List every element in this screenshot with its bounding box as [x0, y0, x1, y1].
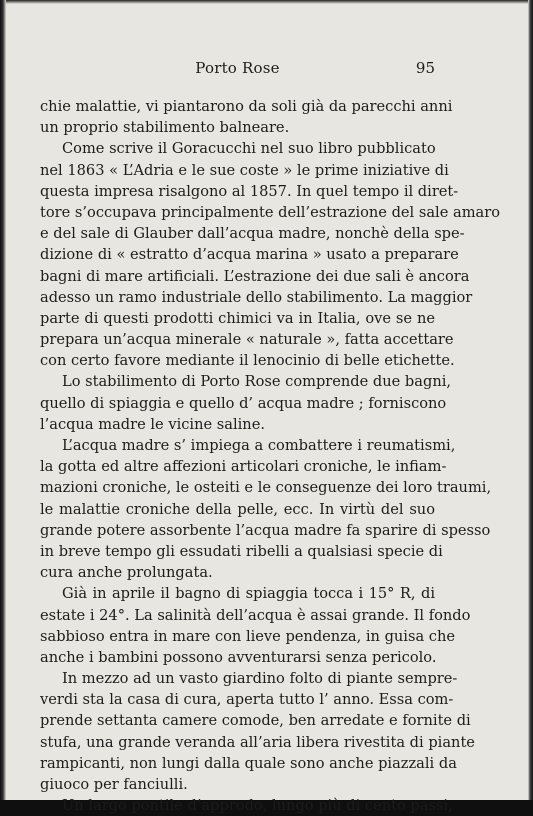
text-line: anche i bambini possono avventurarsi senza pericolo. — [40, 648, 437, 666]
body-text — [40, 96, 500, 816]
text-line: tore s’occupava principalmente dell’estrazione del sale amaro — [40, 203, 500, 221]
text-line: dizione di « estratto d’acqua marina » usato a preparare — [40, 246, 459, 264]
text-line: in breve tempo gli essudati ribelli a qualsiasi specie di — [40, 542, 443, 560]
text-line: prepara un’acqua minerale « naturale », fatta accettare — [40, 331, 454, 349]
text-line: le malattie croniche della pelle, ecc. In virtù del suo — [40, 500, 435, 518]
scan-edge-right — [528, 0, 533, 800]
text-line: adesso un ramo industriale dello stabilimento. La maggior — [40, 288, 473, 306]
text-line: estate i 24°. La salinità dell’acqua è assai grande. Il fondo — [40, 606, 471, 624]
text-line: sabbioso entra in mare con lieve pendenza, in guisa che — [40, 627, 456, 645]
text-line: In mezzo ad un vasto giardino folto di piante sempre- — [62, 670, 458, 688]
text-line: bagni di mare artificiali. L’estrazione dei due sali è ancora — [40, 267, 470, 285]
text-line: giuoco per fanciulli. — [40, 776, 188, 793]
text-line: stufa, una grande veranda all’aria libera rivestita di piante — [40, 733, 475, 751]
text-line: quello di spiaggia e quello d’ acqua madre ; forniscono — [40, 394, 447, 412]
text-line: verdi sta la casa di cura, aperta tutto l’ anno. Essa com- — [40, 691, 454, 709]
text-line: grande potere assorbente l’acqua madre fa sparire di spesso — [40, 521, 491, 539]
text-line: nel 1863 « L’Adria e le sue coste » le prime iniziative di — [40, 161, 449, 179]
page-header — [40, 59, 435, 81]
running-title: Porto Rose — [195, 59, 280, 77]
text-line: Un largo pontile d’approdo, lungo più di cento passi, — [62, 797, 453, 815]
text-line: chie malattie, vi piantarono da soli già da parecchi anni — [40, 98, 453, 115]
text-line: e del sale di Glauber dall’acqua madre, nonchè della spe- — [40, 225, 465, 243]
text-line: questa impresa risalgono al 1857. In quel tempo il diret- — [40, 182, 459, 200]
text-line: Già in aprile il bagno di spiaggia tocca i 15° R, di — [62, 585, 435, 603]
text-line: Lo stabilimento di Porto Rose comprende due bagni, — [62, 373, 452, 391]
text-line: l’acqua madre le vicine saline. — [40, 415, 265, 433]
text-line: prende settanta camere comode, ben arredate e fornite di — [40, 712, 471, 730]
text-line: parte di questi prodotti chimici va in Italia, ove se ne — [40, 309, 435, 327]
text-line: L’acqua madre s’ impiega a combattere i reumatismi, — [62, 437, 456, 454]
text-line: la gotta ed altre affezioni articolari croniche, le infiam- — [40, 458, 447, 476]
page-number: 95 — [415, 59, 435, 77]
scan-edge-left — [0, 0, 6, 800]
text-line: cura anche prolungata. — [40, 564, 213, 582]
scan-edge-top — [0, 0, 533, 4]
text-line: mazioni croniche, le osteiti e le conseguenze dei loro traumi, — [40, 479, 492, 497]
text-line: Come scrive il Goracucchi nel suo libro pubblicato — [62, 140, 436, 158]
text-line: un proprio stabilimento balneare. — [40, 119, 290, 137]
text-line: con certo favore mediante il lenocinio di belle etichette. — [40, 352, 455, 370]
text-line: rampicanti, non lungi dalla quale sono anche piazzali da — [40, 754, 457, 772]
